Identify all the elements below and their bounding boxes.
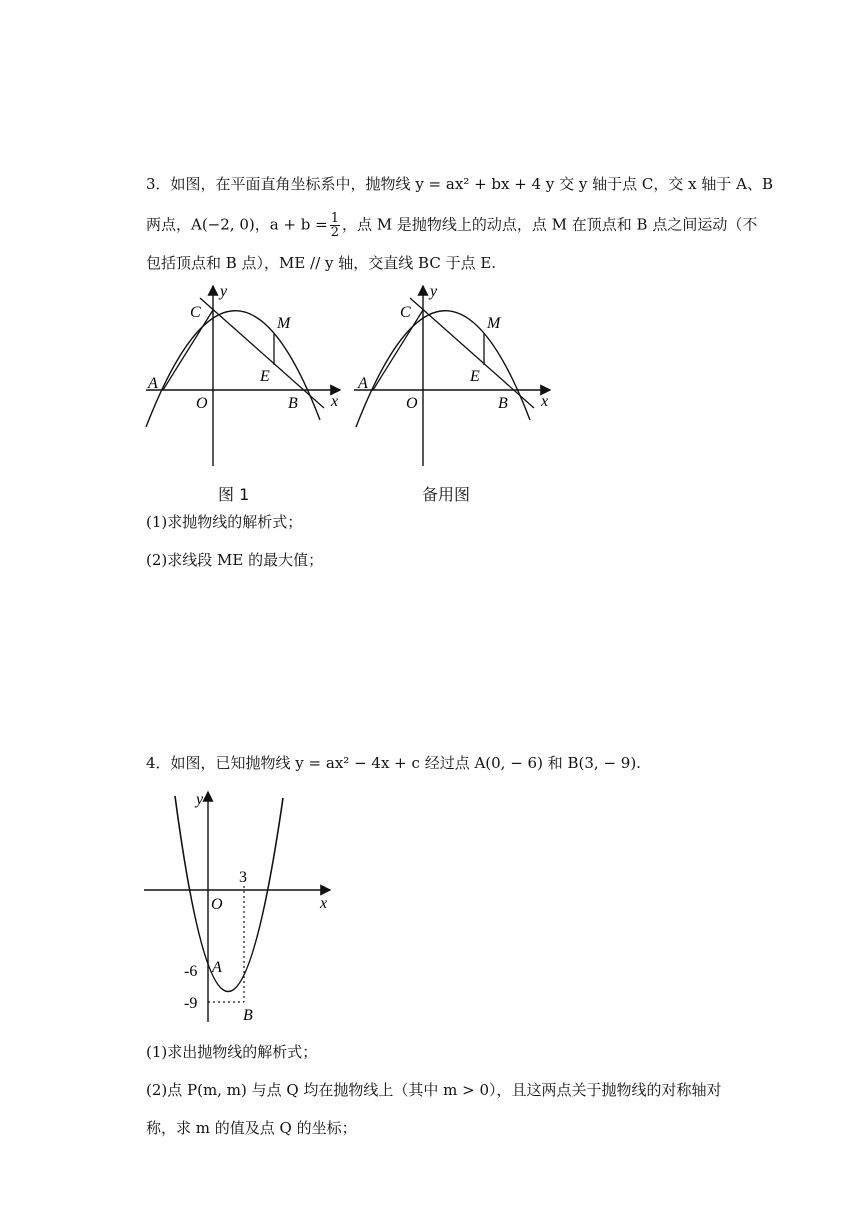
label-a: A: [212, 959, 222, 976]
label-y: y: [196, 791, 204, 808]
q4-part2-line2: 称，求 m 的值及点 Q 的坐标；: [146, 1119, 357, 1137]
line-bc: [200, 298, 324, 408]
label-m: M: [277, 315, 291, 332]
label-three: 3: [239, 869, 247, 886]
line-ac: [163, 310, 213, 390]
q3-figure-2: [350, 282, 555, 474]
label-b: B: [243, 1007, 253, 1024]
figure-2-caption: 备用图: [422, 485, 471, 504]
line-ac: [373, 310, 423, 390]
q4-stem: 4．如图，已知抛物线 y = ax² − 4x + c 经过点 A(0, − 6) 和 B(3, − 9).: [146, 754, 641, 772]
label-neg9: -9: [184, 995, 198, 1012]
q3-stem-line2-b: ，点 M 是抛物线上的动点，点 M 在顶点和 B 点之间运动（不: [342, 215, 758, 234]
q3-part2: (2)求线段 ME 的最大值；: [146, 551, 324, 569]
label-y: y: [220, 283, 228, 300]
q3-stem-line2-a: 两点，A(−2, 0)，a + b =: [146, 215, 328, 234]
label-y: y: [430, 283, 438, 300]
label-m: M: [487, 315, 501, 332]
label-b: B: [498, 395, 508, 412]
label-x: x: [331, 393, 339, 410]
q4-part1: (1)求出抛物线的解析式；: [146, 1043, 318, 1061]
label-e: E: [470, 368, 480, 385]
q3-fraction: $\frac{1}{2}$: [330, 211, 339, 240]
q4-part2-line1: (2)点 P(m, m) 与点 Q 均在抛物线上（其中 m > 0），且这两点关于抛物线的对称轴对: [146, 1081, 722, 1099]
q3-stem-line3: 包括顶点和 B 点），ME // y 轴，交直线 BC 于点 E.: [146, 254, 497, 272]
q3-figure-1: [140, 282, 345, 474]
label-o: O: [196, 395, 208, 412]
q4-figure: [140, 786, 340, 1026]
label-x: x: [320, 895, 328, 912]
line-bc: [410, 298, 534, 408]
label-b: B: [288, 395, 298, 412]
q3-stem-line2: [146, 212, 757, 239]
q3-part1: (1)求抛物线的解析式；: [146, 513, 303, 531]
label-c: C: [400, 304, 411, 321]
label-neg6: -6: [184, 963, 198, 980]
label-c: C: [190, 304, 201, 321]
label-a: A: [148, 375, 158, 392]
label-x: x: [541, 393, 549, 410]
figure-1-caption: 图 1: [218, 485, 250, 504]
label-e: E: [260, 368, 270, 385]
label-o: O: [406, 395, 418, 412]
label-a: A: [358, 375, 368, 392]
label-o: O: [211, 896, 223, 913]
q3-stem-line1: 3．如图，在平面直角坐标系中，抛物线 y = ax² + bx + 4 y 交 y 轴于点 C，交 x 轴于 A、B: [146, 175, 774, 193]
